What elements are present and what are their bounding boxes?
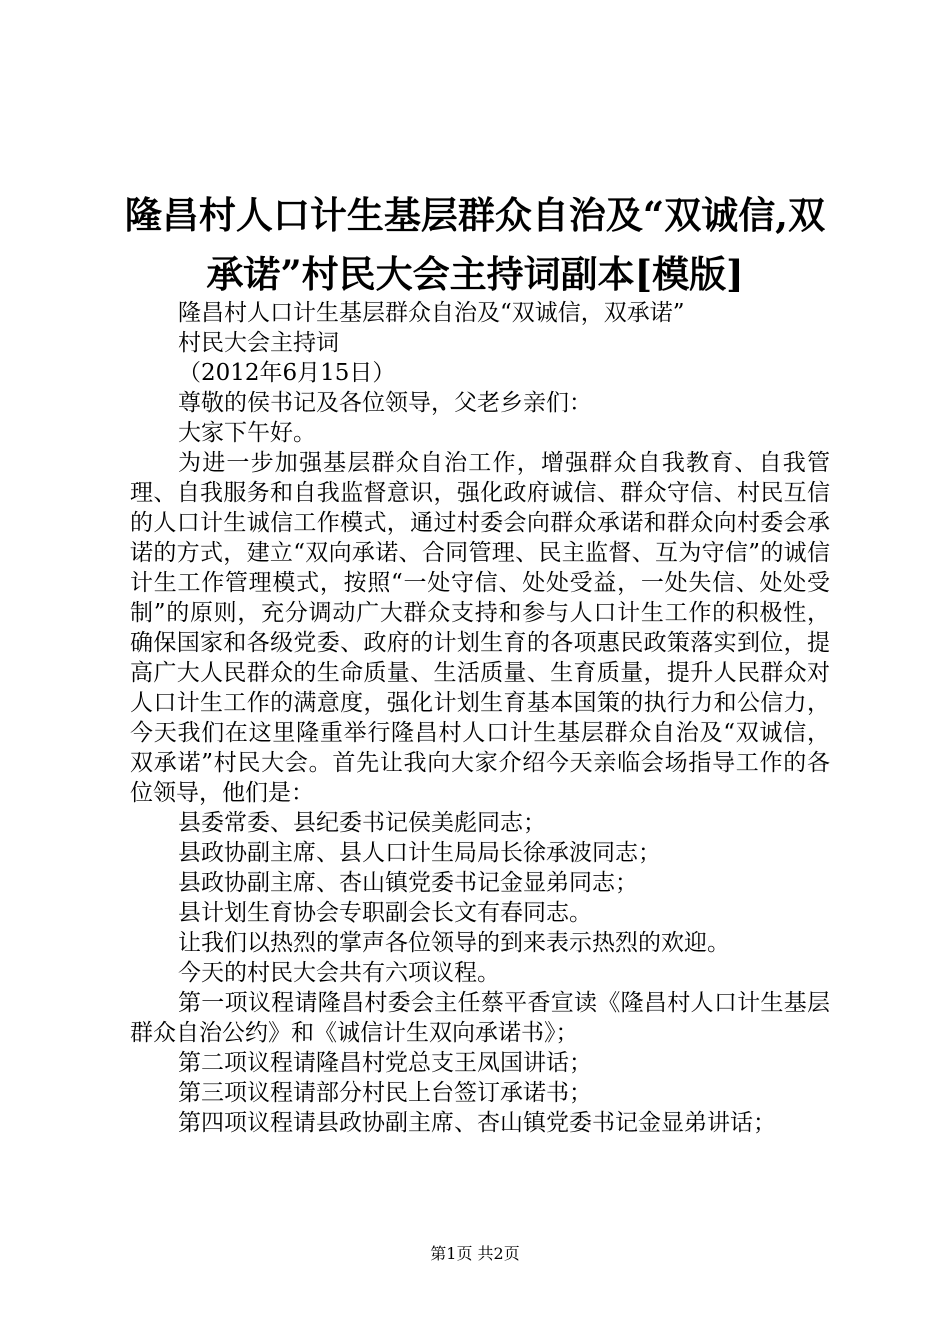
date-line: （2012年6月15日） [178,360,396,386]
subtitle-line-1: 隆昌村人口计生基层群众自治及“双诚信，双承诺” [178,300,685,326]
salutation: 尊敬的侯书记及各位领导，父老乡亲们： [178,390,592,416]
page-footer: 第1页 共2页 [430,1244,520,1263]
welcome-line: 让我们以热烈的掌声各位领导的到来表示热烈的欢迎。 [178,930,730,956]
document-body [130,298,830,1138]
agenda-item: 第三项议程请部分村民上台签订承诺书； [178,1080,592,1106]
leader-item: 县政协副主席、县人口计生局局长徐承波同志； [178,840,661,866]
agenda-intro: 今天的村民大会共有六项议程。 [178,960,500,986]
leader-item: 县政协副主席、杏山镇党委书记金显弟同志； [178,870,638,896]
greeting: 大家下午好。 [178,420,316,446]
leader-item: 县计划生育协会专职副会长文有春同志。 [178,900,592,926]
agenda-item: 第四项议程请县政协副主席、杏山镇党委书记金显弟讲话； [178,1110,776,1136]
leader-item: 县委常委、县纪委书记侯美彪同志； [178,810,546,836]
subtitle-line-2: 村民大会主持词 [178,330,339,356]
agenda-item: 第二项议程请隆昌村党总支王凤国讲话； [178,1050,592,1076]
document-title: 隆昌村人口计生基层群众自治及“双诚信,双承诺”村民大会主持词副本[模版] [124,193,826,296]
agenda-item: 第一项议程请隆昌村委会主任蔡平香宣读《隆昌村人口计生基层群众自治公约》和《诚信计生双向承诺书》； [130,990,830,1046]
body-paragraph: 为进一步加强基层群众自治工作，增强群众自我教育、自我管理、自我服务和自我监督意识，强化政府诚信、群众守信、村民互信的人口计生诚信工作模式，通过村委会向群众承诺和群众向村委会承诺的方式，建立“双向承诺、合同管理、民主监督、互为守信”的诚信计生工作管理模式，按照“一处守信、处处受益，一处失信、处处受制”的原则，充分调动广大群众支持和参与人口计生工作的积极性，确保国家和各级党委、政府的计划生育的各项惠民政策落实到位，提高广大人民群众的生命质量、生活质量、生育质量，提升人民群众对人口计生工作的满意度，强化计划生育基本国策的执行力和公信力，今天我们在这里隆重举行隆昌村人口计生基层群众自治及“双诚信，双承诺”村民大会。首先让我向大家介绍今天亲临会场指导工作的各位领导，他们是： [130,450,830,806]
